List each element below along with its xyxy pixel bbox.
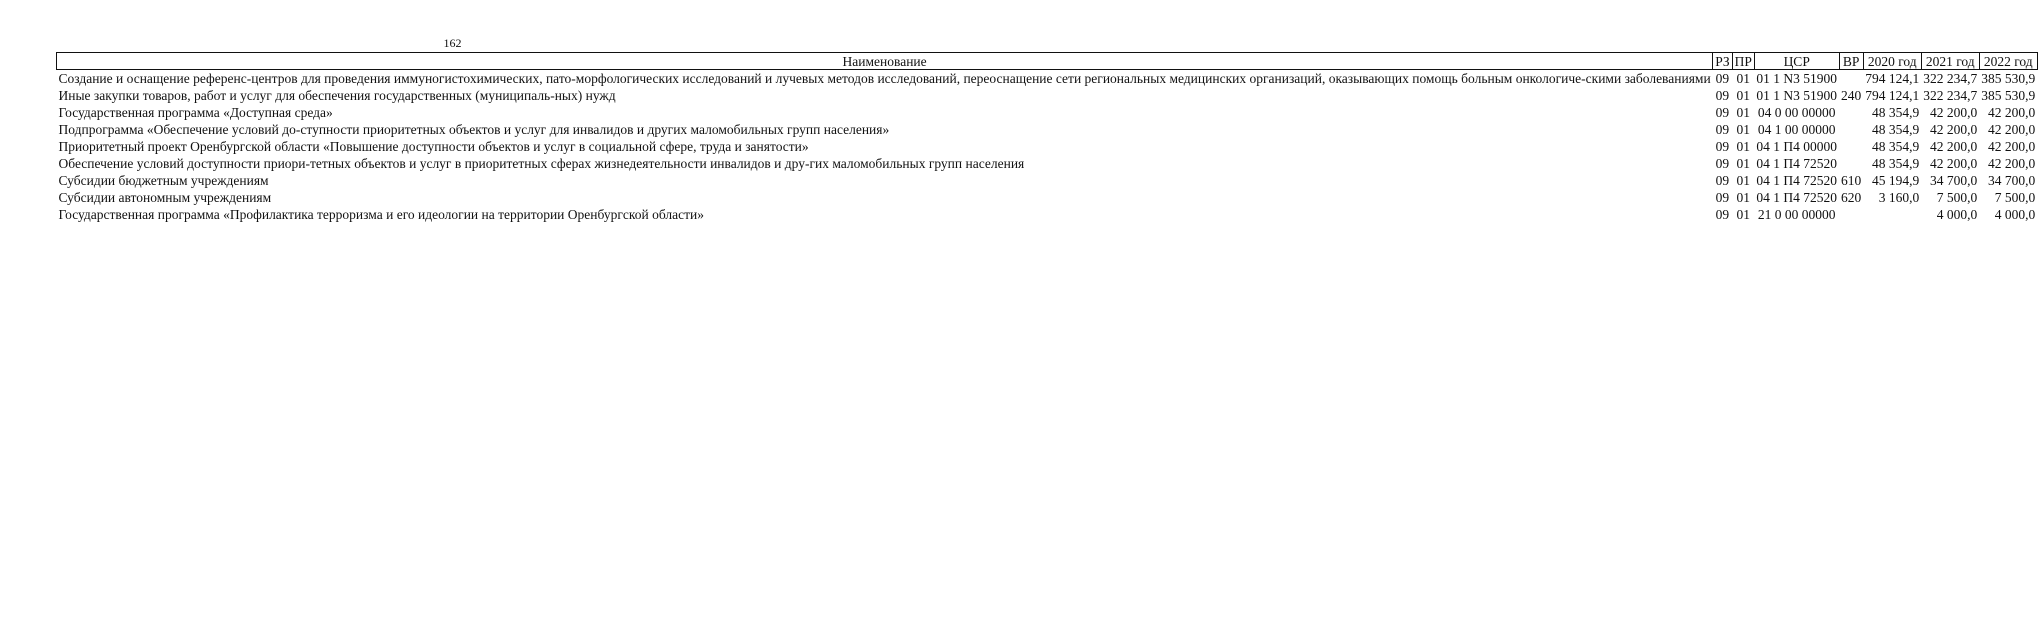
row-rz: 09 — [1715, 207, 1730, 222]
row-2021: 42 200,0 — [1930, 105, 1978, 120]
row-rz: 09 — [1715, 173, 1730, 188]
row-rz: 09 — [1715, 156, 1730, 171]
row-pr: 01 — [1736, 71, 1750, 86]
row-pr: 01 — [1736, 139, 1750, 154]
row-2022: 42 200,0 — [1988, 156, 2036, 171]
row-2020: 48 354,9 — [1872, 156, 1920, 171]
row-pr: 01 — [1736, 190, 1750, 205]
header-rz: РЗ — [1713, 53, 1732, 70]
row-pr: 01 — [1736, 156, 1750, 171]
row-2020: 3 160,0 — [1878, 190, 1920, 205]
table-row — [57, 121, 2038, 138]
row-2022: 42 200,0 — [1988, 105, 2036, 120]
row-2022: 42 200,0 — [1988, 122, 2036, 137]
table-row — [57, 155, 2038, 172]
row-csr: 21 0 00 00000 — [1757, 207, 1836, 222]
row-2021: 322 234,7 — [1923, 71, 1978, 86]
header-name: Наименование — [57, 53, 1713, 70]
row-rz: 09 — [1715, 139, 1730, 154]
row-2020: 794 124,1 — [1865, 71, 1920, 86]
row-2021: 4 000,0 — [1936, 207, 1978, 222]
row-rz: 09 — [1715, 105, 1730, 120]
header-vr: ВР — [1839, 53, 1863, 70]
row-csr: 04 1 П4 72520 — [1756, 156, 1838, 171]
row-csr: 04 1 00 00000 — [1757, 122, 1836, 137]
header-2022: 2022 год — [1979, 53, 2037, 70]
row-name: Субсидии бюджетным учреждениям — [58, 173, 269, 188]
row-csr: 04 1 П4 72520 — [1756, 173, 1838, 188]
page-number: 162 — [443, 36, 462, 50]
table-row — [57, 189, 2038, 206]
row-name: Государственная программа «Профилактика терроризма и его идеологии на территории Оренбургской области» — [58, 207, 704, 222]
row-csr: 01 1 N3 51900 — [1756, 71, 1838, 86]
row-2020: 794 124,1 — [1865, 88, 1920, 103]
row-2022: 7 500,0 — [1994, 190, 2036, 205]
row-vr — [1839, 121, 1863, 138]
table-row — [57, 104, 2038, 121]
row-name: Государственная программа «Доступная среда» — [58, 105, 333, 120]
row-pr: 01 — [1736, 173, 1750, 188]
row-rz: 09 — [1715, 88, 1730, 103]
table-row — [57, 70, 2038, 88]
row-2022: 42 200,0 — [1988, 139, 2036, 154]
row-csr: 04 0 00 00000 — [1757, 105, 1836, 120]
row-rz: 09 — [1715, 190, 1730, 205]
row-2020: 48 354,9 — [1872, 122, 1920, 137]
row-vr — [1839, 104, 1863, 121]
row-2020: 48 354,9 — [1872, 139, 1920, 154]
row-csr: 04 1 П4 72520 — [1756, 190, 1838, 205]
row-vr — [1839, 138, 1863, 155]
row-2021: 322 234,7 — [1923, 88, 1978, 103]
row-2020: 45 194,9 — [1872, 173, 1920, 188]
row-name: Обеспечение условий доступности приори-тетных объектов и услуг в приоритетных сферах жизнедеятельности инвалидов и дру-гих маломобильных групп населения — [58, 156, 1025, 171]
row-vr — [1839, 70, 1863, 88]
row-csr: 01 1 N3 51900 — [1756, 88, 1838, 103]
row-vr: 620 — [1841, 190, 1862, 205]
row-csr: 04 1 П4 00000 — [1756, 139, 1838, 154]
budget-table — [56, 52, 2038, 223]
row-rz: 09 — [1715, 122, 1730, 137]
header-2020: 2020 год — [1863, 53, 1921, 70]
row-name: Создание и оснащение референс-центров для проведения иммуногистохимических, пато-морфологических исследований и лучевых методов исследований, переоснащение сети региональных медицинских организаций, оказывающих помощь больным онкологиче-скими заболеваниями — [58, 71, 1711, 86]
row-name: Приоритетный проект Оренбургской области «Повышение доступности объектов и услуг в социальной сфере, труда и занятости» — [58, 139, 809, 154]
header-csr: ЦСР — [1754, 53, 1839, 70]
row-vr: 240 — [1841, 88, 1862, 103]
row-pr: 01 — [1736, 122, 1750, 137]
row-2022: 385 530,9 — [1981, 71, 2036, 86]
row-rz: 09 — [1715, 71, 1730, 86]
row-2020 — [1863, 206, 1921, 223]
row-name: Иные закупки товаров, работ и услуг для обеспечения государственных (муниципаль-ных) нужд — [58, 88, 616, 103]
table-row — [57, 138, 2038, 155]
row-2021: 42 200,0 — [1930, 122, 1978, 137]
table-row — [57, 206, 2038, 223]
row-vr: 610 — [1841, 173, 1862, 188]
row-pr: 01 — [1736, 207, 1750, 222]
header-pr: ПР — [1732, 53, 1754, 70]
row-2022: 385 530,9 — [1981, 88, 2036, 103]
row-vr — [1839, 206, 1863, 223]
row-pr: 01 — [1736, 88, 1750, 103]
row-2021: 7 500,0 — [1936, 190, 1978, 205]
row-vr — [1839, 155, 1863, 172]
row-2020: 48 354,9 — [1872, 105, 1920, 120]
row-2021: 42 200,0 — [1930, 139, 1978, 154]
table-header-row — [57, 53, 2038, 70]
table-row — [57, 87, 2038, 104]
row-2021: 34 700,0 — [1930, 173, 1978, 188]
row-2021: 42 200,0 — [1930, 156, 1978, 171]
row-2022: 4 000,0 — [1994, 207, 2036, 222]
row-name: Субсидии автономным учреждениям — [58, 190, 272, 205]
header-2021: 2021 год — [1921, 53, 1979, 70]
row-pr: 01 — [1736, 105, 1750, 120]
table-row — [57, 172, 2038, 189]
row-2022: 34 700,0 — [1988, 173, 2036, 188]
row-name: Подпрограмма «Обеспечение условий до-ступности приоритетных объектов и услуг для инвалидов и других маломобильных групп населения» — [58, 122, 890, 137]
